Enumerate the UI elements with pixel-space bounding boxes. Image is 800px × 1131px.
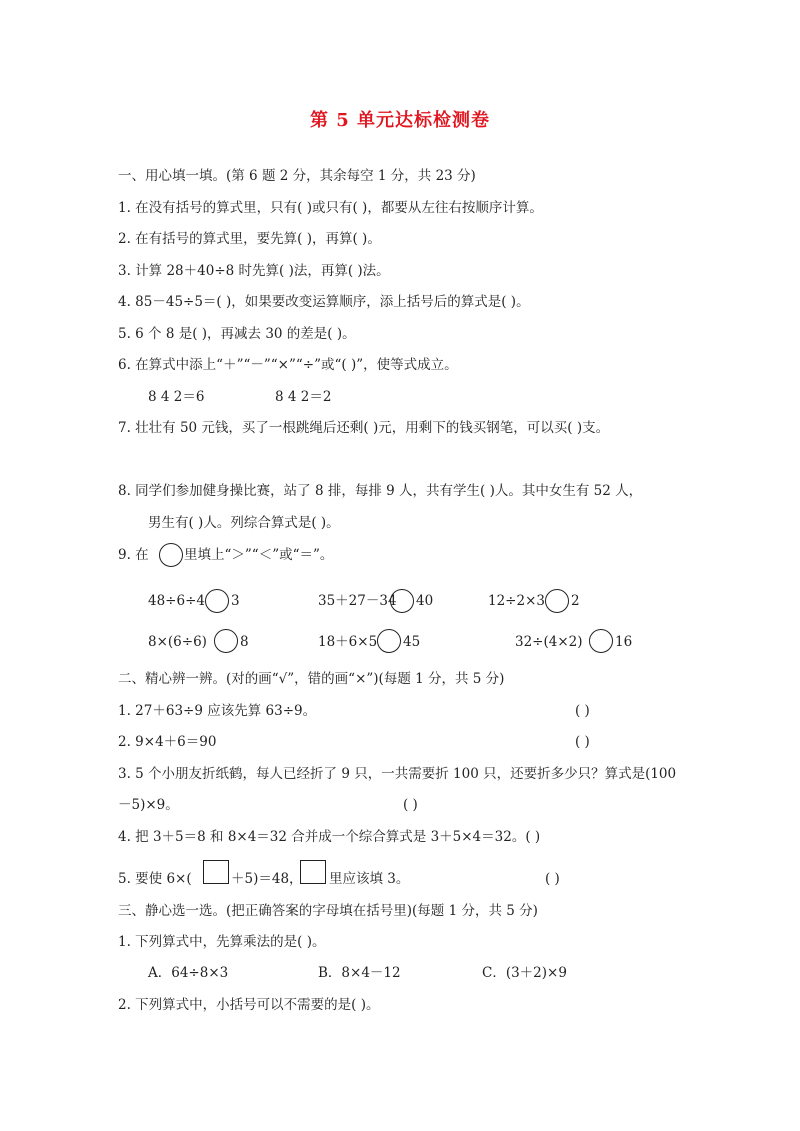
question-1-2: 2. 在有括号的算式里，要先算( )，再算( )。 [118,231,381,247]
blank-box-icon [300,860,326,884]
question-1-9-suffix: 里填上“＞”“＜”或“＝”。 [184,547,334,563]
question-2-4: 4. 把 3＋5＝8 和 8×4＝32 合并成一个综合算式是 3＋5×4＝32。( ) [118,829,541,845]
question-2-3-line1: 3. 5 个小朋友折纸鹤，每人已经折了 9 只，一共需要折 100 只，还要折多少只？算式是(100 [118,766,677,782]
question-1-8-line1: 8. 同学们参加健身操比赛，站了 8 排，每排 9 人，共有学生( )人。其中女生有 52 人， [118,483,643,499]
compare-right-1: 3 [231,593,240,609]
answer-paren: ( ) [575,703,590,719]
question-1-6: 6. 在算式中添上“＋”“－”“×”“÷”或“( )”，使等式成立。 [118,357,458,373]
section2-heading: 二、精心辨一辨。(对的画“√”，错的画“×”)(每题 1 分，共 5 分) [118,671,505,687]
option-b: B．8×4－12 [318,965,401,981]
question-1-7: 7. 壮壮有 50 元钱，买了一根跳绳后还剩( )元，用剩下的钱买钢笔，可以买( )支。 [118,420,610,436]
question-1-3: 3. 计算 28＋40÷8 时先算( )法，再算( )法。 [118,263,390,279]
question-1-1: 1. 在没有括号的算式里，只有( )或只有( )，都要从左往右按顺序计算。 [118,200,543,216]
compare-left-5: 18＋6×5 [318,634,378,650]
question-2-2: 2. 9×4＋6＝90 [118,734,217,750]
question-2-1: 1. 27＋63÷9 应该先算 63÷9。 [118,703,317,719]
equation-2: 8 4 2＝2 [275,389,332,405]
compare-left-6: 32÷(4×2) [515,634,583,650]
compare-right-6: 16 [615,634,633,650]
equation-1: 8 4 2＝6 [148,389,205,405]
compare-left-4: 8×(6÷6) [148,634,207,650]
compare-right-3: 2 [571,593,580,609]
question-3-1: 1. 下列算式中，先算乘法的是( )。 [118,934,326,950]
compare-circle-icon [159,543,183,567]
blank-box-icon [203,860,229,884]
compare-circle-icon [589,629,613,653]
question-2-5-suffix: 里应该填 3。 [329,871,410,887]
question-2-3-line2: －5)×9。 [118,797,179,813]
answer-paren: ( ) [545,871,560,887]
question-1-9-prefix: 9. 在 [118,547,149,563]
compare-circle-icon [390,589,414,613]
question-1-4: 4. 85－45÷5＝( )，如果要改变运算顺序，添上括号后的算式是( )。 [118,294,530,310]
compare-circle-icon [377,629,401,653]
question-1-8-line2: 男生有( )人。列综合算式是( )。 [148,515,340,531]
section3-heading: 三、静心选一选。(把正确答案的字母填在括号里)(每题 1 分，共 5 分) [118,903,538,919]
compare-right-2: 40 [416,593,434,609]
question-1-5: 5. 6 个 8 是( )，再减去 30 的差是( )。 [118,326,356,342]
compare-left-2: 35＋27－34 [318,593,397,609]
question-3-2: 2. 下列算式中，小括号可以不需要的是( )。 [118,997,380,1013]
question-2-5-prefix: 5. 要使 6×( [118,871,192,887]
option-a: A．64÷8×3 [148,965,229,981]
compare-left-3: 12÷2×3 [488,593,545,609]
compare-right-5: 45 [403,634,421,650]
answer-paren: ( ) [403,797,418,813]
section1-heading: 一、用心填一填。(第 6 题 2 分，其余每空 1 分，共 23 分) [118,168,476,184]
compare-left-1: 48÷6÷4 [148,593,205,609]
page-title: 第 5 单元达标检测卷 [309,110,491,131]
question-2-5-middle: ＋5)＝48， [231,871,303,887]
answer-paren: ( ) [575,734,590,750]
option-c: C．(3＋2)×9 [482,965,567,981]
compare-right-4: 8 [240,634,249,650]
compare-circle-icon [205,589,229,613]
compare-circle-icon [214,629,238,653]
compare-circle-icon [545,589,569,613]
